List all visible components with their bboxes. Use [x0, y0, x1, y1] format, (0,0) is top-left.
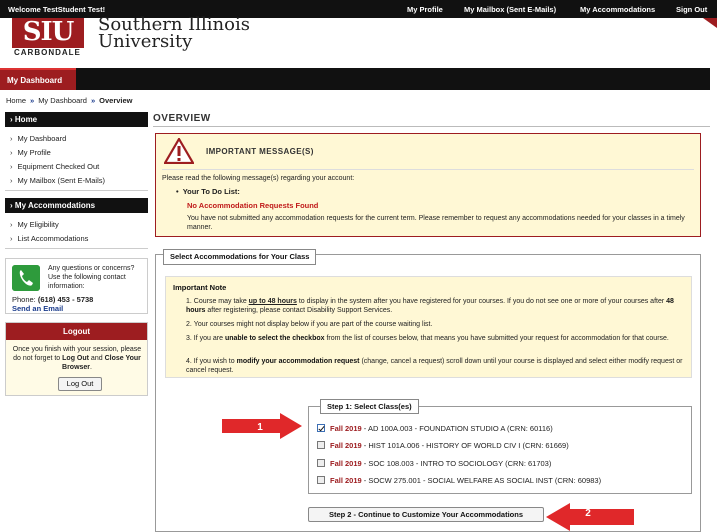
breadcrumb-separator-icon: »	[90, 96, 96, 105]
log-out-button[interactable]: Log Out	[58, 377, 102, 391]
chevron-right-icon: ›	[10, 148, 13, 157]
course-row[interactable]	[317, 441, 569, 450]
breadcrumb-separator-icon: »	[30, 96, 35, 105]
contact-info-text: Any questions or concerns? Use the following contact information:	[48, 265, 135, 290]
logo-university-line1: Southern Illinois	[98, 14, 250, 35]
note-item-1: 1. Course may take up to 48 hours to display in the system after you have registered for your courses. If you do not see one or more of your courses after 48 hours after registering, please contact Disability Support Services.	[186, 298, 674, 314]
course-checkbox[interactable]	[317, 476, 325, 484]
step2-continue-button[interactable]: Step 2 - Continue to Customize Your Accommodations	[308, 507, 544, 522]
siu-logo[interactable]: SIU	[12, 18, 84, 48]
phone-number: (618) 453 - 5738	[37, 295, 94, 304]
course-term: Fall 2019	[330, 476, 362, 485]
chevron-right-icon: ›	[10, 162, 13, 171]
important-note-box	[165, 276, 692, 378]
contact-phone	[12, 295, 93, 304]
contact-box	[5, 258, 148, 314]
sidebar-item-equipment[interactable]	[10, 162, 99, 171]
sidebar-item-label: List Accommodations	[17, 234, 89, 243]
phone-icon	[12, 265, 40, 291]
page-title: OVERVIEW	[153, 113, 211, 124]
course-description: - SOC 108.003 - INTRO TO SOCIOLOGY (CRN: 61703)	[361, 459, 552, 468]
callout-arrow-2-icon	[546, 503, 636, 531]
select-accommodations-legend: Select Accommodations for Your Class	[163, 249, 316, 265]
bullet-icon: •	[176, 187, 179, 196]
tab-my-dashboard[interactable]: My Dashboard	[0, 68, 76, 90]
nav-my-profile[interactable]: My Profile	[407, 5, 443, 14]
no-requests-message: You have not submitted any accommodation requests for the current term. Please remember to request any accommodations needed for your classes in a timely manner.	[187, 215, 685, 231]
sidebar-home-title: Home	[14, 115, 38, 124]
sidebar-item-my-mailbox[interactable]	[10, 176, 105, 185]
course-term: Fall 2019	[330, 459, 362, 468]
sidebar-accommodations-header	[5, 198, 148, 213]
title-divider	[153, 126, 710, 127]
nav-my-accommodations[interactable]: My Accommodations	[580, 5, 656, 14]
important-divider	[162, 169, 694, 170]
breadcrumb-current: Overview	[99, 96, 133, 105]
sidebar-item-label: My Mailbox (Sent E-Mails)	[17, 176, 106, 185]
welcome-text: Welcome TestStudent Test!	[8, 5, 106, 14]
course-description: - AD 100A.003 - FOUNDATION STUDIO A (CRN: 60116)	[361, 424, 553, 433]
sidebar-item-my-dashboard[interactable]	[10, 134, 66, 143]
course-term: Fall 2019	[330, 441, 362, 450]
send-email-link[interactable]: Send an Email	[12, 304, 64, 313]
callout-number-1: 1	[257, 422, 263, 433]
course-row[interactable]	[317, 476, 601, 485]
course-description: - SOCW 275.001 - SOCIAL WELFARE AS SOCIAL INST (CRN: 60983)	[361, 476, 602, 485]
step1-legend: Step 1: Select Class(es)	[320, 399, 419, 414]
todo-list-heading	[176, 187, 240, 196]
sidebar-item-label: My Eligibility	[17, 220, 59, 229]
sidebar-item-list-accommodations[interactable]	[10, 234, 88, 243]
course-row[interactable]	[317, 459, 551, 468]
course-description: - HIST 101A.006 - HISTORY OF WORLD CIV I (CRN: 61669)	[361, 441, 569, 450]
sidebar-divider	[5, 190, 148, 191]
note-item-3: 3. If you are unable to select the checkbox from the list of courses below, that means you have submitted your request for accommodation for that course.	[186, 335, 669, 342]
note-item-4: 4. If you wish to modify your accommodation request (change, cancel a request) scroll down until your course is displayed and select either modify request or cancel request.	[186, 358, 683, 374]
nav-sign-out[interactable]: Sign Out	[676, 5, 708, 14]
important-intro-text: Please read the following message(s) regarding your account:	[162, 175, 355, 182]
callout-arrow-1-icon	[218, 413, 304, 439]
course-checkbox[interactable]	[317, 459, 325, 467]
warning-icon	[164, 138, 194, 164]
course-row[interactable]	[317, 424, 553, 433]
sidebar-item-my-profile[interactable]	[10, 148, 51, 157]
sidebar-home-header	[5, 112, 148, 127]
logout-reminder-text: Once you finish with your session, please do not forget to Log Out and Close Your Browser.	[12, 346, 142, 371]
important-message-box	[155, 133, 701, 237]
nav-my-mailbox[interactable]: My Mailbox (Sent E-Mails)	[464, 5, 557, 14]
chevron-right-icon: ›	[10, 201, 13, 210]
breadcrumb-home[interactable]: Home	[6, 96, 27, 105]
no-requests-found: No Accommodation Requests Found	[187, 201, 319, 210]
site-header	[0, 14, 717, 68]
logo-campus: CARBONDALE	[14, 48, 81, 57]
todo-label: Your To Do List:	[182, 187, 240, 196]
logout-box	[5, 322, 148, 396]
sidebar-item-label: My Profile	[17, 148, 51, 157]
course-term: Fall 2019	[330, 424, 362, 433]
important-message-title: IMPORTANT MESSAGE(S)	[206, 147, 314, 156]
chevron-right-icon: ›	[10, 134, 13, 143]
note-item-2: 2. Your courses might not display below if you are part of the course waiting list.	[186, 321, 433, 328]
sidebar-item-label: My Dashboard	[17, 134, 67, 143]
breadcrumb	[6, 96, 133, 105]
callout-number-2: 2	[585, 508, 591, 519]
breadcrumb-dashboard[interactable]: My Dashboard	[38, 96, 87, 105]
logout-header: Logout	[6, 323, 147, 340]
sidebar-item-my-eligibility[interactable]	[10, 220, 59, 229]
sidebar-item-label: Equipment Checked Out	[17, 162, 100, 171]
course-checkbox[interactable]	[317, 424, 325, 432]
important-note-title: Important Note	[173, 283, 227, 292]
logo-university-line2: University	[98, 31, 193, 52]
chevron-right-icon: ›	[10, 176, 13, 185]
chevron-right-icon: ›	[10, 115, 13, 124]
main-nav-bar	[0, 68, 710, 90]
phone-label: Phone:	[12, 295, 36, 304]
chevron-right-icon: ›	[10, 220, 13, 229]
sidebar-divider	[5, 248, 148, 249]
header-corner-decoration	[703, 18, 717, 28]
sidebar-accommodations-title: My Accommodations	[14, 201, 96, 210]
course-checkbox[interactable]	[317, 441, 325, 449]
chevron-right-icon: ›	[10, 234, 13, 243]
